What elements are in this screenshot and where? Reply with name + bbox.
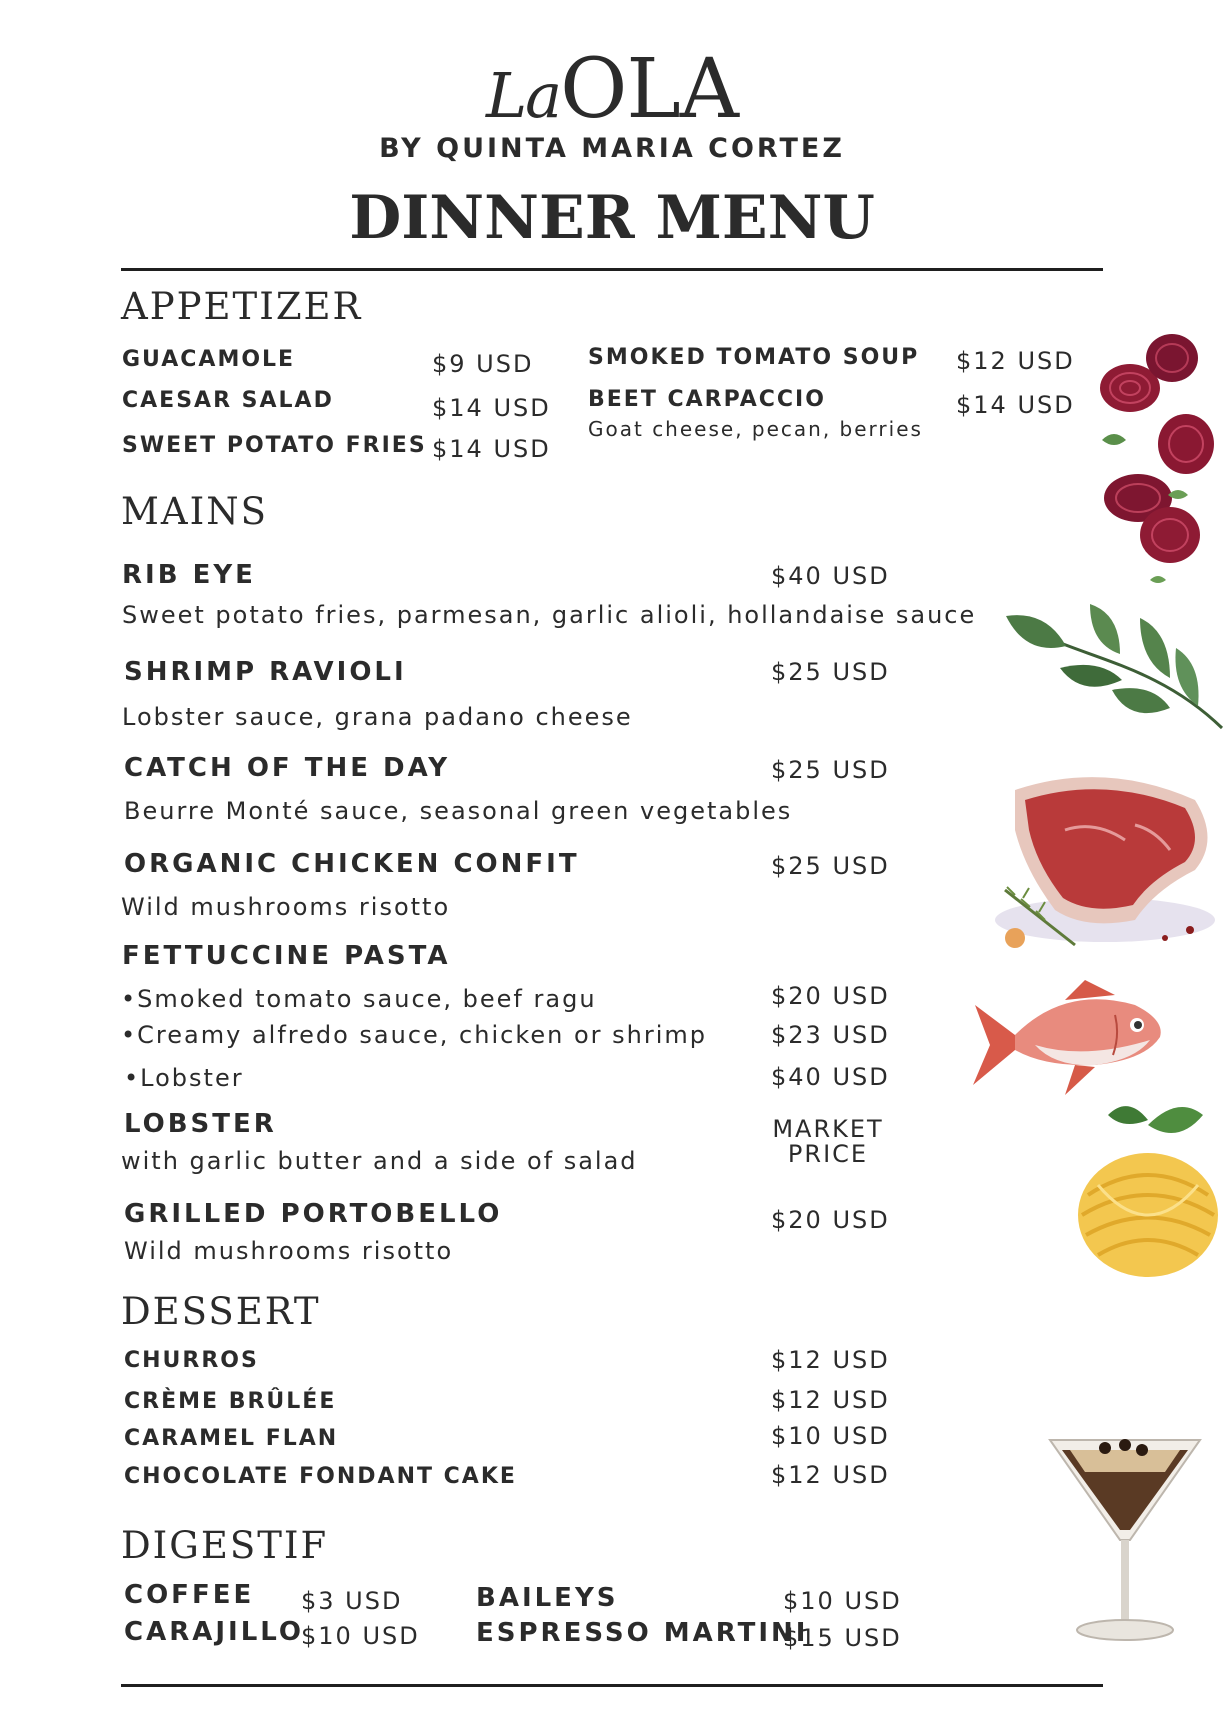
- menu-item-price: $20 USD: [771, 1206, 890, 1234]
- menu-item-name: FETTUCCINE PASTA: [122, 941, 451, 971]
- top-divider: [121, 268, 1103, 271]
- menu-item-price: $14 USD: [432, 394, 551, 422]
- menu-item-price: $25 USD: [771, 658, 890, 686]
- menu-item-desc: Wild mushrooms risotto: [124, 1237, 454, 1265]
- menu-item-price: [768, 1117, 888, 1167]
- menu-item-name: BEET CARPACCIO: [588, 387, 826, 412]
- menu-item-name: BAILEYS: [476, 1583, 619, 1613]
- menu-item-price: $15 USD: [783, 1624, 902, 1652]
- menu-item-desc: Wild mushrooms risotto: [121, 893, 451, 921]
- menu-item-name: GUACAMOLE: [122, 347, 296, 372]
- page-title: DINNER MENU: [349, 183, 875, 253]
- menu-item-price: $25 USD: [771, 756, 890, 784]
- menu-item-name: COFFEE: [124, 1580, 255, 1610]
- menu-item-desc: Beurre Monté sauce, seasonal green vegetables: [124, 797, 793, 825]
- menu-item-price: $14 USD: [432, 435, 551, 463]
- leaf-illustration: [1000, 598, 1224, 738]
- bottom-divider: [121, 1684, 1103, 1687]
- menu-item-price: $12 USD: [771, 1346, 890, 1374]
- menu-item-name: CAESAR SALAD: [122, 388, 334, 413]
- menu-item-price: $20 USD: [771, 982, 890, 1010]
- beet-illustration: [1090, 330, 1224, 590]
- menu-item-name: CARAMEL FLAN: [124, 1426, 339, 1451]
- brand-main: OLA: [560, 42, 739, 137]
- menu-item-option: •Smoked tomato sauce, beef ragu: [121, 985, 597, 1013]
- menu-item-price: $14 USD: [956, 391, 1075, 419]
- menu-item-name: LOBSTER: [124, 1109, 277, 1139]
- steak-illustration: [985, 770, 1224, 960]
- menu-item-price: $12 USD: [956, 347, 1075, 375]
- menu-item-name: SWEET POTATO FRIES: [122, 433, 427, 458]
- menu-item-name: CRÈME BRÛLÉE: [124, 1389, 337, 1414]
- menu-item-name: CARAJILLO: [124, 1617, 305, 1647]
- menu-item-name: GRILLED PORTOBELLO: [124, 1199, 503, 1229]
- byline: BY QUINTA MARIA CORTEZ: [379, 133, 845, 164]
- market-price-line1: MARKET: [772, 1115, 884, 1143]
- menu-item-name: SMOKED TOMATO SOUP: [588, 345, 920, 370]
- menu-item-price: $3 USD: [301, 1587, 403, 1615]
- menu-item-name: RIB EYE: [122, 560, 256, 590]
- menu-item-price: $12 USD: [771, 1461, 890, 1489]
- menu-item-name: CHOCOLATE FONDANT CAKE: [124, 1464, 517, 1489]
- menu-item-price: $25 USD: [771, 852, 890, 880]
- menu-item-name: ESPRESSO MARTINI: [476, 1618, 809, 1648]
- menu-item-price: $40 USD: [771, 1063, 890, 1091]
- pasta-illustration: [1068, 1095, 1224, 1290]
- fish-illustration: [965, 975, 1170, 1115]
- menu-item-desc: Sweet potato fries, parmesan, garlic alioli, hollandaise sauce: [122, 601, 977, 629]
- section-heading-dessert: DESSERT: [121, 1290, 321, 1333]
- menu-item-name: SHRIMP RAVIOLI: [124, 657, 407, 687]
- menu-item-name: CHURROS: [124, 1348, 259, 1373]
- menu-item-price: $23 USD: [771, 1021, 890, 1049]
- menu-item-price: $10 USD: [301, 1622, 420, 1650]
- menu-item-price: $10 USD: [783, 1587, 902, 1615]
- market-price-line2: PRICE: [787, 1140, 869, 1168]
- menu-item-desc: Goat cheese, pecan, berries: [588, 417, 923, 441]
- brand-logo: [0, 42, 1224, 137]
- menu-item-price: $40 USD: [771, 562, 890, 590]
- section-heading-mains: MAINS: [121, 490, 268, 533]
- brand-script: La: [485, 59, 561, 132]
- menu-item-name: ORGANIC CHICKEN CONFIT: [124, 849, 580, 879]
- menu-item-price: $9 USD: [432, 350, 534, 378]
- section-heading-appetizer: APPETIZER: [121, 285, 363, 328]
- menu-item-option: •Creamy alfredo sauce, chicken or shrimp: [121, 1021, 708, 1049]
- menu-item-desc: Lobster sauce, grana padano cheese: [122, 703, 633, 731]
- menu-item-price: $12 USD: [771, 1386, 890, 1414]
- menu-item-price: $10 USD: [771, 1422, 890, 1450]
- martini-illustration: [1040, 1420, 1210, 1660]
- menu-item-desc: with garlic butter and a side of salad: [121, 1147, 638, 1175]
- menu-item-name: CATCH OF THE DAY: [124, 753, 451, 783]
- section-heading-digestif: DIGESTIF: [121, 1524, 329, 1567]
- menu-item-option: •Lobster: [124, 1064, 244, 1092]
